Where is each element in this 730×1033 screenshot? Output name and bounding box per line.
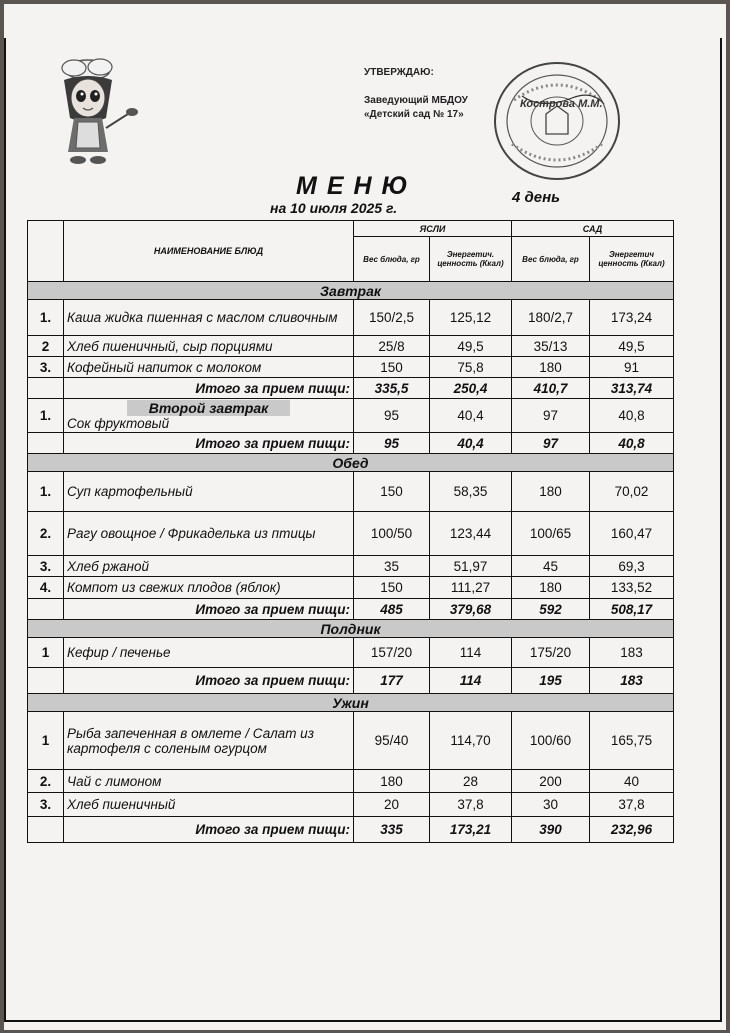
row-number: 1. xyxy=(28,300,64,336)
energy-kindergarten: 183 xyxy=(590,638,674,668)
energy-nursery: 125,12 xyxy=(430,300,512,336)
header-group-kindergarten: САД xyxy=(512,221,674,237)
weight-nursery: 150 xyxy=(354,577,430,599)
header-weight-kindergarten: Вес блюда, гр xyxy=(512,237,590,282)
total-energy-kindergarten: 508,17 xyxy=(590,599,674,620)
total-energy-kindergarten: 313,74 xyxy=(590,378,674,399)
round-seal-stamp xyxy=(492,60,622,182)
energy-nursery: 123,44 xyxy=(430,512,512,556)
dish-name: Хлеб пшеничный, сыр порциями xyxy=(64,336,354,357)
total-weight-nursery: 335,5 xyxy=(354,378,430,399)
dish-name: Каша жидка пшенная с маслом сливочным xyxy=(64,300,354,336)
meal-heading-row xyxy=(28,454,674,472)
header-energy-nursery: Энергетич. ценность (Ккал) xyxy=(430,237,512,282)
total-num-cell xyxy=(28,433,64,454)
total-energy-nursery: 40,4 xyxy=(430,433,512,454)
total-energy-nursery: 114 xyxy=(430,668,512,694)
weight-nursery: 95 xyxy=(354,399,430,433)
total-num-cell xyxy=(28,599,64,620)
energy-kindergarten: 133,52 xyxy=(590,577,674,599)
total-weight-nursery: 95 xyxy=(354,433,430,454)
table-row xyxy=(28,336,674,357)
energy-kindergarten: 40,8 xyxy=(590,399,674,433)
header-num-cell xyxy=(28,221,64,282)
meal-heading-row xyxy=(28,694,674,712)
meal-title-lunch: Обед xyxy=(28,454,674,472)
row-number: 1 xyxy=(28,638,64,668)
energy-nursery: 51,97 xyxy=(430,556,512,577)
table-row xyxy=(28,793,674,817)
meal-heading-row xyxy=(28,282,674,300)
table-row xyxy=(28,770,674,793)
total-weight-nursery: 177 xyxy=(354,668,430,694)
weight-nursery: 95/40 xyxy=(354,712,430,770)
header-group-nursery: ЯСЛИ xyxy=(354,221,512,237)
weight-nursery: 20 xyxy=(354,793,430,817)
menu-table xyxy=(27,220,674,843)
row-number: 1. xyxy=(28,399,64,433)
weight-kindergarten: 35/13 xyxy=(512,336,590,357)
total-energy-nursery: 173,21 xyxy=(430,817,512,843)
total-row xyxy=(28,668,674,694)
approval-heading: УТВЕРЖДАЮ: xyxy=(364,67,434,78)
dish-name: Компот из свежих плодов (яблок) xyxy=(64,577,354,599)
energy-nursery: 28 xyxy=(430,770,512,793)
row-number: 1 xyxy=(28,712,64,770)
chef-girl-mascot-image xyxy=(36,56,146,171)
weight-nursery: 150 xyxy=(354,472,430,512)
weight-kindergarten: 180 xyxy=(512,577,590,599)
energy-kindergarten: 49,5 xyxy=(590,336,674,357)
energy-kindergarten: 160,47 xyxy=(590,512,674,556)
approval-organization: «Детский сад № 17» xyxy=(364,109,464,120)
menu-day: 4 день xyxy=(512,189,561,206)
energy-kindergarten: 40 xyxy=(590,770,674,793)
weight-nursery: 150/2,5 xyxy=(354,300,430,336)
dish-name: Кофейный напиток с молоком xyxy=(64,357,354,378)
row-number: 3. xyxy=(28,793,64,817)
total-weight-kindergarten: 195 xyxy=(512,668,590,694)
table-row xyxy=(28,638,674,668)
weight-nursery: 150 xyxy=(354,357,430,378)
meal-heading-row xyxy=(28,620,674,638)
document-page xyxy=(4,4,726,1030)
dish-name: Хлеб пшеничный xyxy=(64,793,354,817)
total-label: Итого за прием пищи: xyxy=(64,668,354,694)
weight-kindergarten: 180 xyxy=(512,357,590,378)
dish-cell xyxy=(64,399,354,433)
header-name-cell: НАИМЕНОВАНИЕ БЛЮД xyxy=(64,221,354,282)
row-number: 3. xyxy=(28,556,64,577)
table-row xyxy=(28,357,674,378)
energy-nursery: 114 xyxy=(430,638,512,668)
approval-block xyxy=(364,66,468,122)
energy-kindergarten: 91 xyxy=(590,357,674,378)
dish-name: Рыба запеченная в омлете / Салат из картофеля с соленым огурцом xyxy=(64,712,354,770)
dish-name: Суп картофельный xyxy=(64,472,354,512)
total-weight-kindergarten: 592 xyxy=(512,599,590,620)
weight-nursery: 157/20 xyxy=(354,638,430,668)
total-num-cell xyxy=(28,378,64,399)
energy-kindergarten: 69,3 xyxy=(590,556,674,577)
total-weight-kindergarten: 390 xyxy=(512,817,590,843)
meal-title-snack: Полдник xyxy=(28,620,674,638)
total-energy-nursery: 379,68 xyxy=(430,599,512,620)
weight-kindergarten: 97 xyxy=(512,399,590,433)
row-number: 1. xyxy=(28,472,64,512)
total-energy-kindergarten: 232,96 xyxy=(590,817,674,843)
row-number: 4. xyxy=(28,577,64,599)
weight-kindergarten: 30 xyxy=(512,793,590,817)
dish-name: Чай с лимоном xyxy=(64,770,354,793)
weight-nursery: 180 xyxy=(354,770,430,793)
dish-name: Хлеб ржаной xyxy=(64,556,354,577)
weight-kindergarten: 180 xyxy=(512,472,590,512)
dish-name: Рагу овощное / Фрикаделька из птицы xyxy=(64,512,354,556)
total-energy-kindergarten: 40,8 xyxy=(590,433,674,454)
menu-date: на 10 июля 2025 г. xyxy=(270,200,398,216)
weight-kindergarten: 175/20 xyxy=(512,638,590,668)
row-number: 2 xyxy=(28,336,64,357)
total-weight-kindergarten: 97 xyxy=(512,433,590,454)
meal-title-dinner: Ужин xyxy=(28,694,674,712)
energy-nursery: 37,8 xyxy=(430,793,512,817)
weight-kindergarten: 45 xyxy=(512,556,590,577)
menu-title: МЕНЮ xyxy=(296,172,418,200)
table-row xyxy=(28,712,674,770)
total-label: Итого за прием пищи: xyxy=(64,817,354,843)
table-row xyxy=(28,472,674,512)
weight-nursery: 35 xyxy=(354,556,430,577)
energy-nursery: 49,5 xyxy=(430,336,512,357)
energy-nursery: 114,70 xyxy=(430,712,512,770)
total-label: Итого за прием пищи: xyxy=(64,378,354,399)
total-energy-kindergarten: 183 xyxy=(590,668,674,694)
energy-nursery: 58,35 xyxy=(430,472,512,512)
total-num-cell xyxy=(28,668,64,694)
table-row xyxy=(28,300,674,336)
total-energy-nursery: 250,4 xyxy=(430,378,512,399)
meal-title-breakfast: Завтрак xyxy=(28,282,674,300)
table-row xyxy=(28,577,674,599)
dish-name: Кефир / печенье xyxy=(64,638,354,668)
total-row xyxy=(28,378,674,399)
meal-title-second-breakfast: Второй завтрак xyxy=(127,400,290,416)
header-energy-kindergarten: Энергетич ценность (Ккал) xyxy=(590,237,674,282)
energy-kindergarten: 70,02 xyxy=(590,472,674,512)
total-label: Итого за прием пищи: xyxy=(64,433,354,454)
energy-kindergarten: 173,24 xyxy=(590,300,674,336)
header-weight-nursery: Вес блюда, гр xyxy=(354,237,430,282)
dish-name: Сок фруктовый xyxy=(67,416,170,431)
total-num-cell xyxy=(28,817,64,843)
total-row xyxy=(28,817,674,843)
row-number: 2. xyxy=(28,512,64,556)
table-row xyxy=(28,512,674,556)
weight-kindergarten: 180/2,7 xyxy=(512,300,590,336)
energy-nursery: 40,4 xyxy=(430,399,512,433)
energy-nursery: 75,8 xyxy=(430,357,512,378)
weight-kindergarten: 200 xyxy=(512,770,590,793)
table-row xyxy=(28,399,674,433)
approval-position: Заведующий МБДОУ xyxy=(364,95,468,106)
table-row xyxy=(28,556,674,577)
weight-kindergarten: 100/65 xyxy=(512,512,590,556)
weight-nursery: 100/50 xyxy=(354,512,430,556)
energy-kindergarten: 165,75 xyxy=(590,712,674,770)
weight-nursery: 25/8 xyxy=(354,336,430,357)
total-weight-nursery: 485 xyxy=(354,599,430,620)
header-row xyxy=(28,221,674,237)
total-weight-kindergarten: 410,7 xyxy=(512,378,590,399)
weight-kindergarten: 100/60 xyxy=(512,712,590,770)
signature-text: Кострова М.М. xyxy=(520,98,603,110)
total-label: Итого за прием пищи: xyxy=(64,599,354,620)
energy-kindergarten: 37,8 xyxy=(590,793,674,817)
total-row xyxy=(28,599,674,620)
total-row xyxy=(28,433,674,454)
total-weight-nursery: 335 xyxy=(354,817,430,843)
energy-nursery: 111,27 xyxy=(430,577,512,599)
row-number: 2. xyxy=(28,770,64,793)
row-number: 3. xyxy=(28,357,64,378)
